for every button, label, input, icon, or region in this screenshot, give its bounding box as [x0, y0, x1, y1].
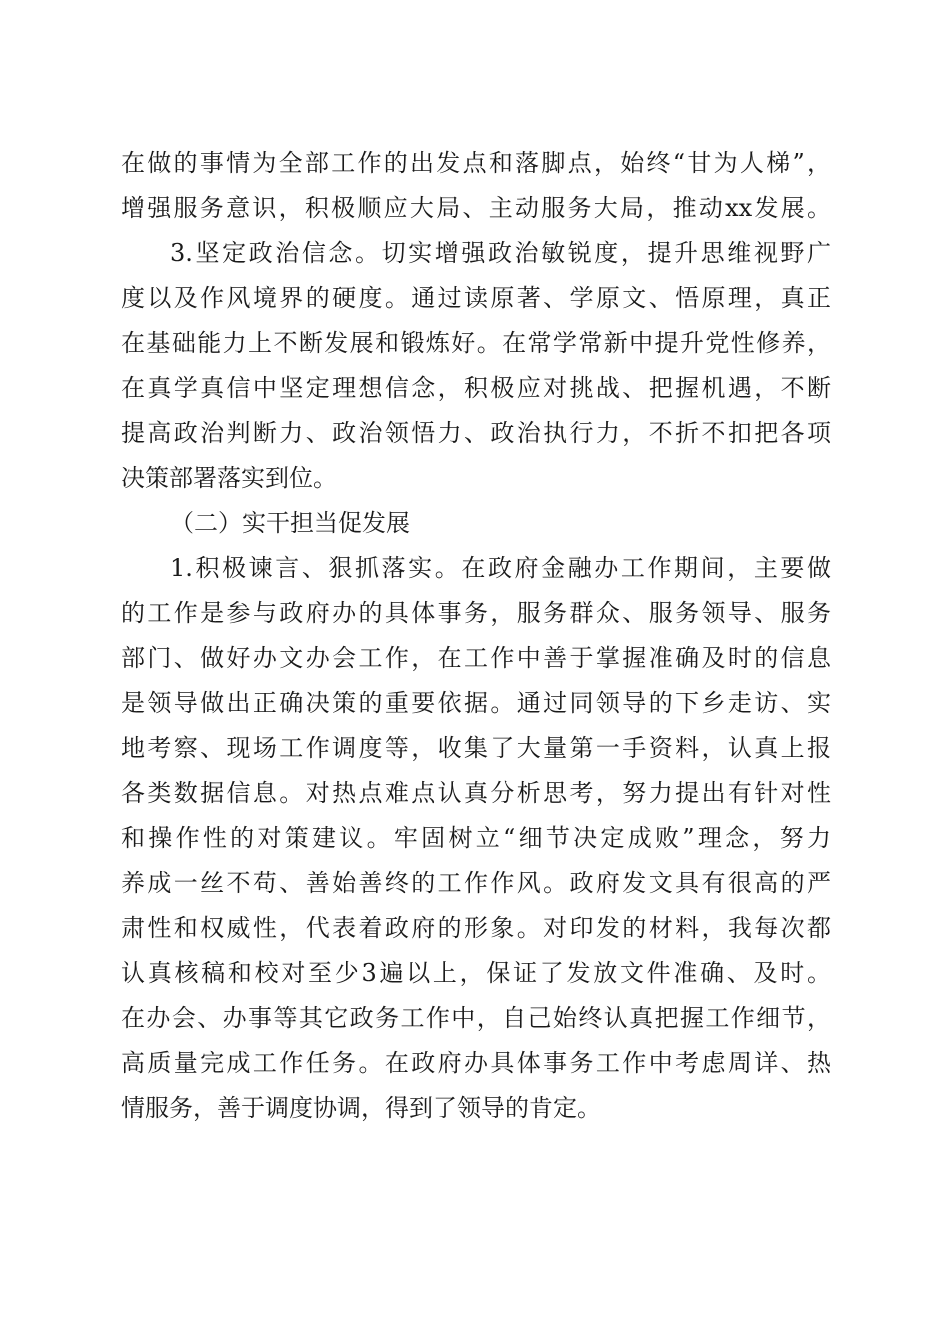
text-line: 1.积极谏言、狠抓落实。在政府金融办工作期间，主要做: [170, 554, 831, 582]
text-line: 提高政治判断力、政治领悟力、政治执行力，不折不扣把各项: [121, 419, 831, 447]
text-line: 在做的事情为全部工作的出发点和落脚点，始终“甘为人梯”，: [121, 149, 831, 177]
text-line: 决策部署落实到位。: [121, 464, 337, 492]
text-line: 地考察、现场工作调度等，收集了大量第一手资料，认真上报: [121, 734, 831, 762]
text-line: 认真核稿和校对至少3遍以上，保证了发放文件准确、及时。: [121, 959, 831, 987]
text-line: 3.坚定政治信念。切实增强政治敏锐度，提升思维视野广: [170, 239, 831, 267]
text-line: 各类数据信息。对热点难点认真分析思考，努力提出有针对性: [121, 779, 831, 807]
section-heading: （二）实干担当促发展: [170, 509, 410, 537]
text-line: 的工作是参与政府办的具体事务，服务群众、服务领导、服务: [121, 599, 831, 627]
text-line: 部门、做好办文办会工作，在工作中善于掌握准确及时的信息: [121, 644, 831, 672]
text-line: 和操作性的对策建议。牢固树立“细节决定成败”理念，努力: [121, 824, 831, 852]
text-line: 养成一丝不苟、善始善终的工作作风。政府发文具有很高的严: [121, 869, 831, 897]
text-line: 肃性和权威性，代表着政府的形象。对印发的材料，我每次都: [121, 914, 831, 942]
text-line: 在真学真信中坚定理想信念，积极应对挑战、把握机遇，不断: [121, 374, 831, 402]
text-line: 增强服务意识，积极顺应大局、主动服务大局，推动xx发展。: [121, 194, 831, 222]
text-line: 是领导做出正确决策的重要依据。通过同领导的下乡走访、实: [121, 689, 831, 717]
text-line: 在基础能力上不断发展和锻炼好。在常学常新中提升党性修养，: [121, 329, 831, 357]
text-line: 情服务，善于调度协调，得到了领导的肯定。: [121, 1094, 601, 1122]
text-line: 度以及作风境界的硬度。通过读原著、学原文、悟原理，真正: [121, 284, 831, 312]
text-line: 在办会、办事等其它政务工作中，自己始终认真把握工作细节，: [121, 1004, 831, 1032]
text-line: 高质量完成工作任务。在政府办具体事务工作中考虑周详、热: [121, 1049, 831, 1077]
